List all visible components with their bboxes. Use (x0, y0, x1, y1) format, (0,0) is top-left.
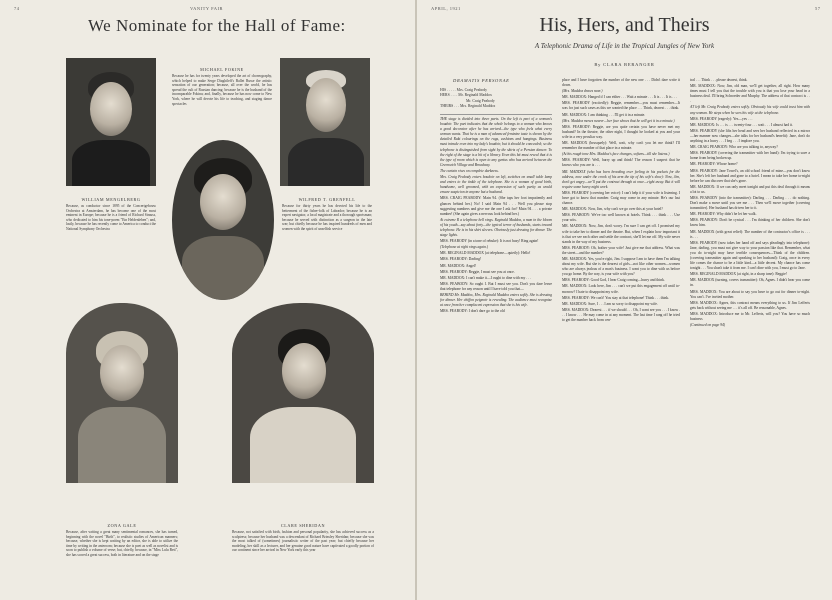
photo-clare-sheridan (232, 303, 374, 483)
article-paragraph: The curtain rises on complete darkness. (440, 168, 499, 173)
nominee-caption: Because, after writing a great many sentimental romances, she has turned, beginning with the novel "Birth", to realistic studies of American manners; because, whether she is kept waiting by an editor, she is able to utilize the time by writing in the anteroom; because she is poet as well as novelist and is soon to publish a volume of verse; but, chiefly, because, in "Miss Lulu Bett", she has scored a great success, both in literature and on the stage (66, 530, 178, 557)
article-paragraph: MRS. PEABODY: Reggie, I must see you at once. (440, 269, 515, 274)
article-paragraph: MR. MADDOX: Yes, you're right, Jim. I suppose I am to have them I'm talking about my wife. But she is the dearest of girls—not like other women—women who are always jealous of a man's business. I want you to dine with us before you go home. By the way, is your wife with you? (562, 257, 680, 277)
nominee-name: WILLIAM MENGELBERG (81, 197, 141, 202)
article-paragraph: MRS. PEABODY: We've too well known at hotels. Think . . . think . . . Use your wits. (562, 213, 680, 223)
article-paragraph: MR. MADDOX (with great relief): The number of the contractor's office is . . . is . . . (690, 229, 810, 239)
article-paragraph: MR. MADDOX (who has been brooding over feeling in his pockets for the address, now under the crook of his arm the tip of his wife's shoe): Now, Jim, don't get angry—we'll put the contract through at once—right away. But it will require some heavy night work. (562, 169, 680, 189)
article-paragraph: MR. MADDOX (turning, covers transmitter): Oh, Agnes. I didn't hear you come in. (690, 278, 810, 288)
nominee-caption: Because for thirty years he has devoted his life to the betterment of the fisher-folk of Labrador; because he is an expert navigator, a local magistrate and a thorough sportsman; because he served with distinction as a surgeon in the late war; but chiefly because he has inspired hundreds of men and women with the spirit of unselfish service (282, 204, 372, 231)
cast-divider (440, 114, 552, 115)
article-paragraph: MRS. PEABODY: Well, hurry up and think! The reason I suspect that he knows who you are is . . . (562, 158, 680, 168)
left-page (0, 0, 415, 600)
article-paragraph: MR. MADDOX: Now, Jim, why can't we go over this at your hotel? (562, 207, 663, 212)
article-paragraph: MR. PEABODY: Why didn't he let her walk. (690, 212, 757, 217)
article-paragraph: (Mrs. Maddox moves nearer—her face shows that he will get it in a minute.) (562, 118, 675, 123)
cast-row: HIS . . . . . Mrs. Craig Peabody (440, 88, 488, 92)
dramatis-heading: DRAMATIS PERSONAE (453, 78, 510, 83)
article-paragraph: MRS. MADDOX: You are about to say you have to go out for dinner to-night. You can't. I've invited mother. (690, 289, 810, 299)
article-paragraph: MR. MADDOX: I am thinking . . . I'll get it in a minute. (562, 112, 646, 117)
article-paragraph: Mrs. Craig Peabody enters boudoir on left, switches on small table lamp and enters to the tinkle of the telephone. She is a woman of good birth, handsome, well groomed, with an expression of such purity as would ensure suspicion in anyone but a husband. (440, 175, 552, 195)
article-paragraph: MRS. PEABODY (covering her voice): I can't help it if your wife is listening. I have got to know that number. Craig may come in any minute. He's our last chance. (562, 190, 680, 206)
article-paragraph: MRS. PEABODY: Jane Towel's, an old school friend of mine—you don't know her. She's left her husband and gone to a hotel. I mean to take her home to-night before he can discover that she's gone. (690, 168, 810, 183)
article-paragraph: MR. CRAIG PEABODY: Who are you talking to, anyway? (690, 145, 778, 150)
article-column-1 (440, 117, 552, 593)
article-paragraph: MRS. PEABODY: I don't dare go to the old (440, 309, 505, 314)
article-paragraph: MRS. PEABODY: Don't be cynical . . . I'm thinking of her children. She don't know him. (690, 218, 810, 228)
photo-michael-fokine (66, 58, 156, 186)
nominee-caption: Because, not satisfied with birth, fashion and personal popularity, she has achieved success as a sculptress; because her husband was a descendant of Richard Brinsley Sheridan; because she was the most talked of (sometimes) journalistic writer of the past year; but chiefly because her modeling, her skill as a lecturer, and her genuine good nature have captivated a goodly portion of our continent since her arrival in New York early this year (232, 530, 374, 553)
article-paragraph: MRS. PEABODY (eagerly): Yes—yes . . . (690, 116, 753, 121)
article-paragraph: MRS. PEABODY: Oh, bother your wife! Just give me that address. What was the street—and the number? (562, 245, 680, 255)
article-paragraph: MRS. PEABODY: Darling! (440, 257, 482, 262)
article-byline: By CLARA BERANGER (594, 62, 655, 67)
article-paragraph: (Telephone at right rings again.) (440, 245, 489, 250)
article-paragraph: MR. PEABODY: Whose home? (690, 162, 738, 167)
page-number-left: 74 (14, 6, 20, 11)
page-headline: We Nominate for the Hall of Fame: (88, 16, 346, 35)
article-paragraph: MRS. PEABODY (in a tone of rebuke): It is not busy! Ring again! (440, 239, 539, 244)
article-paragraph: MR. REGINALD MADDOX (at telephone—quietly): Hello! (440, 251, 531, 256)
article-paragraph: MRS. REGINALD MADDOX (at right, in a sharp tone): Reggie! (690, 272, 787, 277)
article-paragraph: At extreme R a telephone bell rings. Reginald Maddox, a man in the bloom of his youth—say about forty—the typical terror of husbands, starts toward telephone. He is in his shirt sleeves. Obviously just dressing for dinner. The stage lights. (440, 217, 552, 238)
article-paragraph: MR. MADDOX: If we can only meet tonight and put this deal through it means a lot to us. (690, 184, 810, 194)
article-paragraph: MR. MADDOX (brusquely): Well, wait, why can't you let me think? I'll remember the number of that place in a minute. (562, 141, 680, 151)
article-paragraph: MRS. CRAIG PEABODY: Main 94. (She taps her foot impatiently and glances behind her.) No! I said Main 94 . . . Well you please stop suggesting numbers and give me the one I ask for? Main 94 . . . a private number! (She again gives a nervous look behind her.) (440, 196, 552, 216)
article-paragraph: MRS. PEABODY: So ought I. But I must see you. Don't you dare leave that telephone for any reason until I have told you that— (440, 281, 552, 291)
cast-row: HERS . . . . Mr. Reginald Maddox (440, 93, 492, 98)
article-paragraph: MR. MADDOX: Hanged if I can either . . . Wait a minute . . . It is . . . It is . . . (562, 95, 677, 100)
cast-list (440, 88, 552, 110)
article-paragraph: MR. MADDOX: Sure, I . . . I am so sorry to disappoint my wife. (562, 301, 658, 306)
article-paragraph: (Continued on page 94) (690, 323, 726, 328)
article-paragraph: (Mrs. Maddox draws near.) (562, 89, 603, 94)
article-paragraph: MR. MADDOX: Now, Jim, don't worry. I'm sure I can get off. I promised my wife to take her to dinner and the theatre. But, when I explain how important it is that we see each other and settle the contract, she'll let me off. My wife never stands in the way of my business. (562, 224, 680, 244)
article-paragraph: (At his rough tone Mrs. Maddox's face changes, softens—till she listens.) (562, 152, 670, 157)
nominee-caption: Because, as conductor since 1895 of the Concertgebouw Orchestra at Amsterdam, he has become one of the most eminent in Europe; because he is a friend of Richard Strauss, who dedicated to him his tone-poem "Ein Heldenleben"; and, lastly, because he has recently come to America to conduct the National Symphony Orchestra (66, 204, 156, 231)
article-paragraph: THE stage is divided into three parts. On the left is part of a woman's boudoir. The part indicates that the whole belongs to a woman who knows a good decorator after he has arrived—the type who feels what every woman wants. That he is a man of advanced feminine taste is shown by the detailed Rakt colourings on the rugs, cushions and hangings. Business must intrude even into my lady's boudoir, but it should be concealed; so the telephone is distinguished from sight by the skirts of a Persian dancer. To the right of the stage is a bit of a library. Even this bit must reveal that it is the type of room which is open to any genius who has arrived between the Greenwich Village and Broadway. (440, 117, 552, 167)
article-paragraph: MRS. PEABODY (into the transmitter): Darling . . . Darling . . . do nothing. Don't make a move until you see me . . . Then we'll move together (covering transmitter). Her husband has driven her to it. (690, 195, 810, 211)
nominee-name: ZONA GALE (107, 523, 137, 528)
article-paragraph: MRS. PEABODY: We can't! You stay at that telephone! Think . . . think. (562, 295, 670, 300)
photo-center-oval (172, 140, 274, 300)
article-paragraph: MRS. MADDOX: Agnes, this contract means everything to us. If Jim Lefferts gets back without seeing me . . . it's all off. Be reasonable, Agnes. (690, 300, 810, 310)
article-paragraph: tral . . . Think . . . please dearest, think. (690, 78, 748, 82)
article-paragraph: MRS. PEABODY: Reggie, are you quite certain you have never met my husband? In the theatre, the other night, I thought he looked at you and your wife in a very peculiar way. (562, 124, 680, 139)
magazine-title: VANITY FAIR (190, 6, 224, 11)
article-headline: His, Hers, and Theirs (539, 14, 710, 36)
article-paragraph: MRS. PEABODY: Good God, I hear Craig coming—hurry and think. (562, 278, 665, 283)
right-page (417, 0, 832, 600)
article-paragraph: MRS. MADDOX: Dearest . . . if we should . . . Oh, I want see you . . . I know . . . I know . . . He may come in at any moment. The last time I rang off he tried to get the number back from cen- (562, 307, 680, 323)
article-paragraph: MRS. PEABODY (excitedly): Reggie, remember—you must remember—It was for just such cases as this we wanted the place . . . Think, dearest . . . think. (562, 101, 680, 111)
photo-wilfred-grenfell (280, 58, 370, 186)
page-number-right: 57 (815, 6, 821, 11)
article-subtitle: A Telephonic Drama of Life in the Tropical Jungles of New York (534, 42, 715, 50)
article-paragraph: place and I have forgotten the number of the new one . . . Didn't dare write it down. (562, 78, 680, 88)
article-paragraph: MR. MADDOX: Look here, Jim . . . can't we put this engagement off until to-morrow? I hate to disappoint my wife. (562, 284, 680, 294)
cast-row: THEIRS . . . Mrs. Reginald Maddox (440, 104, 496, 109)
nominee-caption: Because he has for twenty years developed the art of choreography, which helped to make Serge Diaghileff's Ballet Russe the artistic sensation of our generation; because, all over the world, he has spread the cult of Russian dancing; because he is the husband of the incomparable Fokina; and, finally, because he has now come to New York, where he will devote his life to teaching, and staging dance spectacles (172, 74, 272, 106)
article-paragraph: MRS. PEABODY (now takes her hand off and says pleadingly into telephone): Jane, darling, you must not give way to your passion like that. Remember, what you do to-night may have terrible consequences—Think of the children. (covering transmitter again and speaking to her husband): Craig, once in every life comes the chance to be a little kind—a little decent. My chance has come tonight . . . You shan't take it from me. I can't dine with you, I must go to Jane. (690, 240, 810, 271)
article-paragraph: BEHIND Mr. Maddox, Mrs. Reginald Maddox enters softly. She is dressing for dinner. Her chiffon peignoir is revealing. The audience must recognize at once from her complacent expression that she is his wife. (440, 293, 552, 308)
article-paragraph: MRS. PEABODY (covering the transmitter with her hand): I'm trying to save a home from being broken up. (690, 151, 810, 161)
photo-zona-gale (66, 303, 178, 483)
article-paragraph: MRS. MADDOX: Introduce me to Mr. Lefferts, will you? You have so much business (690, 311, 810, 322)
article-paragraph: MR. MADDOX: Now, Jim, old man, we'll get together, all right. How many times must I tell you that the trouble with you is that you lose your head in a business deal. I'll bring Schroeder and Murphy. The address of that contract is . . . (690, 84, 810, 104)
article-paragraph: MR. MADDOX: Angel! (440, 263, 477, 268)
article-paragraph: MR. MADDOX: I can't make it—I ought to dine with my . . . (440, 275, 531, 280)
issue-date: APRIL, 1921 (431, 6, 461, 11)
article-paragraph: MR. MADDOX: Is . . . is . . . twenty-four . . . wait . . . I almost had it. (690, 122, 793, 127)
article-column-2 (562, 78, 680, 593)
nominee-name: WILFRED T. GRENFELL (298, 197, 356, 202)
article-column-3 (690, 78, 810, 593)
article-paragraph: MRS. PEABODY (she lifts her head and sees her husband reflected in a mirror—her manner now changes—she talks for her husband's benefit): Jane, don't do anything in a hurry . . . I beg . . . I implore you. (690, 128, 810, 144)
nominee-name: MICHAEL FOKINE (200, 67, 244, 72)
cast-row: Mr. Craig Peabody (466, 98, 495, 103)
nominee-name: CLARE SHERIDAN (280, 523, 326, 528)
article-paragraph: AT left Mr. Craig Peabody enters softly. Obviously his wife could trust him with any woman. He steps when he sees his wife at the telephone. (690, 105, 810, 115)
